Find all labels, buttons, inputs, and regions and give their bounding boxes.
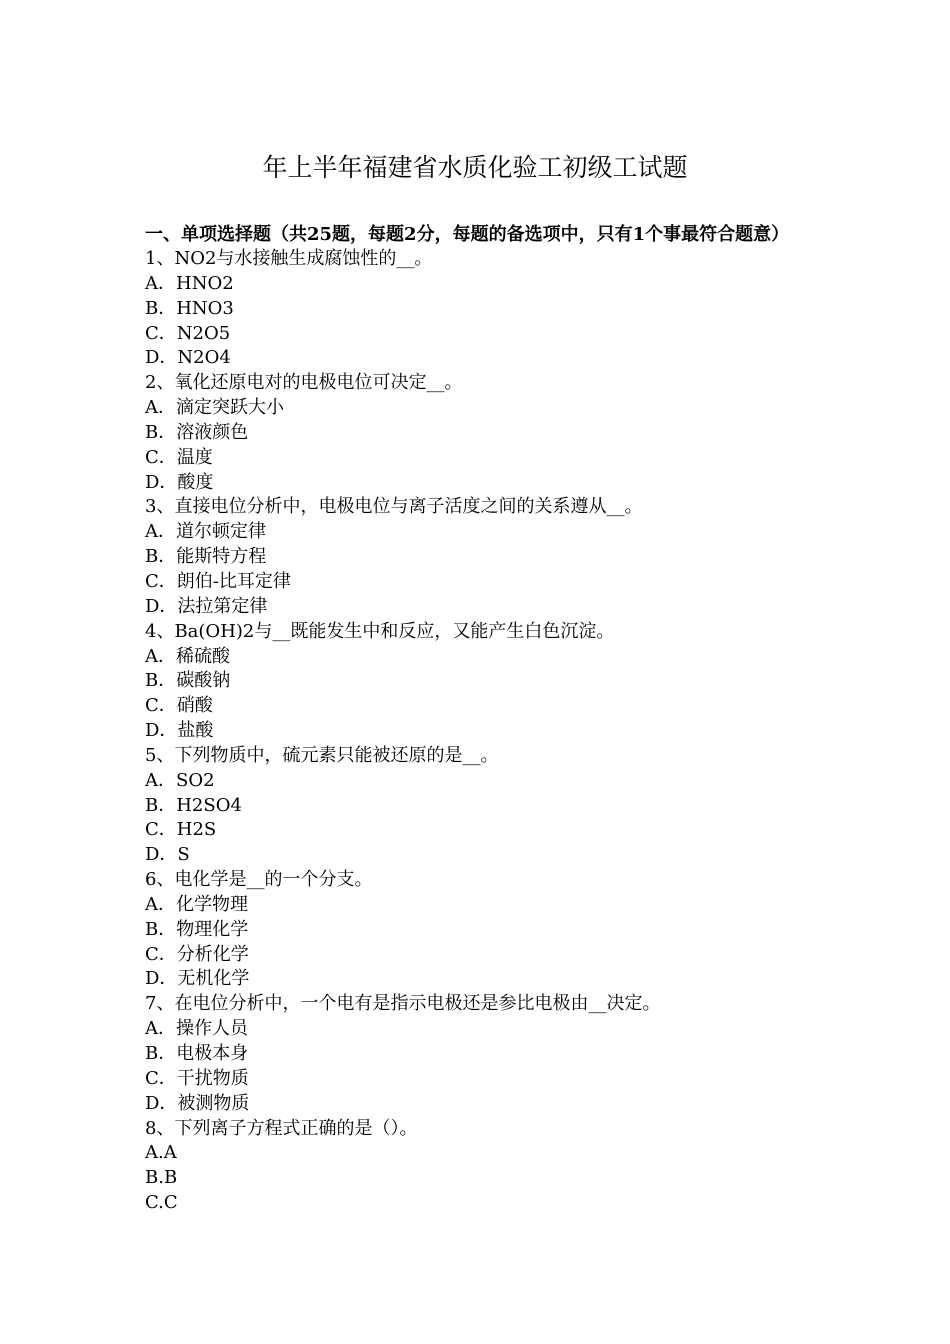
question-stem: 1、NO2与水接触生成腐蚀性的__。 [145,248,433,269]
question-stem: 2、氧化还原电对的电极电位可决定__。 [145,372,463,394]
option: C．温度 [145,446,213,468]
option: B．能斯特方程 [145,546,267,568]
question-stem: 4、Ba(OH)2与__既能发生中和反应，又能产生白色沉淀。 [145,620,615,642]
section-heading: 一、单项选择题（共25题，每题2分，每题的备选项中，只有1个事最符合题意） [145,224,790,245]
option: C．干扰物质 [145,1067,249,1089]
option: C.C [145,1192,178,1214]
option: B．碳酸钠 [145,670,231,692]
question-stem: 6、电化学是__的一个分支。 [145,869,373,891]
document-title: 年上半年福建省水质化验工初级工试题 [262,153,688,182]
option: A．滴定突跃大小 [145,397,284,419]
option: D．酸度 [145,471,214,493]
option: D．法拉第定律 [145,595,268,617]
option: C．N2O5 [145,322,231,344]
option: A．稀硫酸 [145,645,230,667]
option: B．物理化学 [145,918,249,940]
option: A.A [145,1142,177,1164]
option: A．化学物理 [145,893,248,915]
option: C．分析化学 [145,943,249,965]
question-stem: 7、在电位分析中，一个电有是指示电极还是参比电极由__决定。 [145,993,661,1015]
option: D．无机化学 [145,968,250,990]
option: B．H2SO4 [145,794,242,816]
option: D．S [145,844,190,866]
option: A．HNO2 [145,272,234,294]
option: B.B [145,1167,178,1189]
question-stem: 8、下列离子方程式正确的是（）。 [145,1117,418,1139]
option: A．SO2 [145,769,215,791]
option: C．硝酸 [145,695,213,717]
question-stem: 3、直接电位分析中，电极电位与离子活度之间的关系遵从__。 [145,496,643,518]
question-stem: 5、下列物质中，硫元素只能被还原的是__。 [145,744,499,766]
option: A．操作人员 [145,1018,248,1040]
option: C．朗伯-比耳定律 [145,570,291,592]
option: A．道尔顿定律 [145,521,266,543]
option: B．溶液颜色 [145,421,249,443]
option: D．盐酸 [145,720,214,742]
option: B．HNO3 [145,297,234,319]
exam-body [145,222,865,1216]
option: B．电极本身 [145,1043,249,1064]
option: C．H2S [145,819,217,841]
option: D．N2O4 [145,347,231,369]
option: D．被测物质 [145,1092,250,1114]
